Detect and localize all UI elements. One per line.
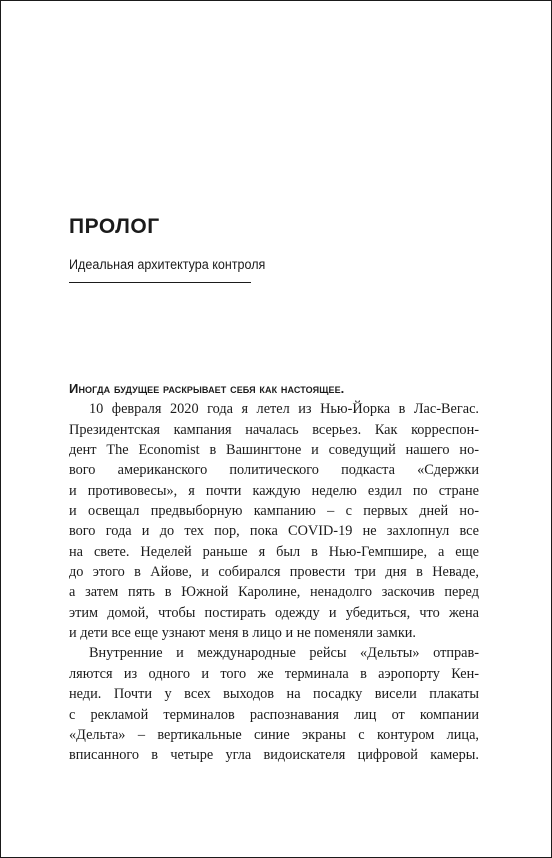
text-line: и освещал предвыборную кампанию – с первых дней но- bbox=[69, 503, 479, 520]
text-line: 10 февраля 2020 года я летел из Нью-Йорка в Лас-Вегас. bbox=[89, 401, 479, 418]
text-line: Президентская кампания началась всерьез. Как корреспон- bbox=[69, 421, 479, 438]
chapter-title: ПРОЛОГ bbox=[69, 215, 160, 238]
text-line: до этого в Айове, и собирался провести три дня в Неваде, bbox=[69, 564, 479, 581]
text-line: вого американского политического подкаста «Сдержки bbox=[69, 462, 479, 479]
text-line: ляются из одного и того же терминала в аэропорту Кен- bbox=[69, 665, 479, 682]
text-line: и дети все еще узнают меня в лицо и не поменяли замки. bbox=[69, 625, 416, 642]
text-line: этим домой, чтобы постирать одежду и убедиться, что жена bbox=[69, 604, 479, 621]
text-line: на свете. Неделей раньше я был в Нью-Гемпшире, а еще bbox=[69, 543, 479, 560]
text-line: вписанного в четыре угла видоискателя цифровой камеры. bbox=[69, 747, 479, 764]
text-line: вого года и до тех пор, пока COVID-19 не захлопнул все bbox=[69, 523, 479, 540]
text-line: неди. Почти у всех выходов на посадку висели плакаты bbox=[69, 686, 479, 703]
text-line: дент The Economist в Вашингтоне и соведущий нашего но- bbox=[69, 442, 479, 459]
lead-sentence: Иногда будущее раскрывает себя как настоящее. bbox=[69, 381, 345, 396]
title-divider bbox=[69, 282, 251, 283]
body-text bbox=[69, 379, 479, 766]
text-line: а затем пять в Южной Каролине, ненадолго заскочив перед bbox=[69, 584, 479, 601]
text-line: Внутренние и международные рейсы «Дельты» отправ- bbox=[89, 645, 479, 662]
text-line: и противовесы», я почти каждую неделю ездил по стране bbox=[69, 482, 479, 499]
text-line: с рекламой терминалов распознавания лиц от компании bbox=[69, 706, 479, 723]
text-line: «Дельта» – вертикальные синие экраны с контуром лица, bbox=[69, 726, 479, 743]
chapter-subtitle: Идеальная архитектура контроля bbox=[69, 257, 266, 272]
lead-line bbox=[69, 379, 479, 399]
